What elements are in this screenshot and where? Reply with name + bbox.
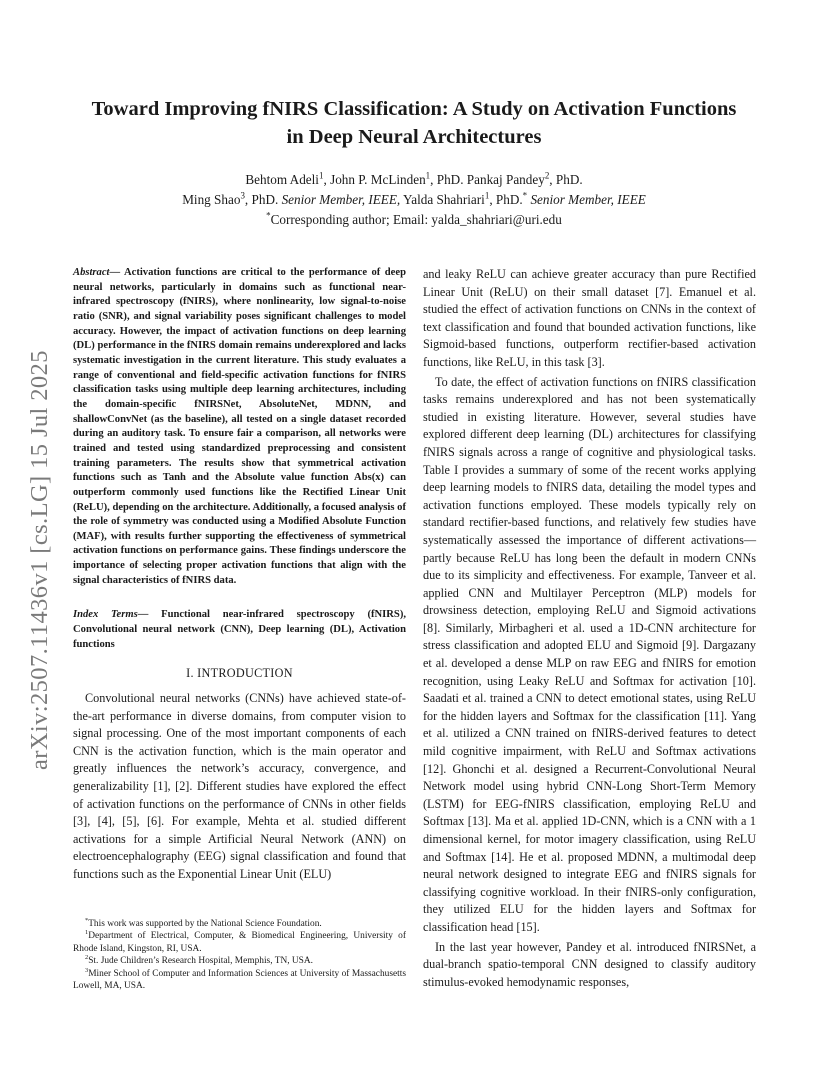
footnote: $^2$St. Jude Children’s Research Hospital, Memphis, TN, USA. bbox=[85, 954, 313, 967]
body-paragraph: Convolutional neural networks (CNNs) have achieved state-of-the-art performance in diverse domains, from computer vision to signal processing. One of the most important components of each CNN is the activation function, which is the main operator and greatly influences the network’s accuracy, convergence, and generalizability [1], [2]. Different studies have explored the effect of activation functions on the performance of CNNs in other fields [3], [4], [5], [6]. For example, Mehta et al. studied different activations for a simple Artificial Neural Network (ANN) on electroencephalography (EEG) signal classification and found that functions such as the Exponential Linear Unit (ELU) bbox=[73, 691, 406, 881]
corresponding-mark: * bbox=[522, 190, 528, 201]
author-role: Senior Member, IEEE, bbox=[281, 192, 401, 207]
left-column bbox=[73, 266, 406, 884]
section-heading: I. INTRODUCTION bbox=[186, 666, 293, 681]
abstract-text: Activation functions are critical to the performance of deep neural networks, particularly in domains such as functional near-infrared spectroscopy (fNIRS), where nonlinearity, low signal-to-noise ratio (SNR), and signal variability poses significant challenges to model accuracy. However, the impact of activation functions on deep learning (DL) performance in the fNIRS domain remains underexplored and lacks systematic investigation in the current literature. This study evaluates a range of conventional and field-specific activation functions for fNIRS classification tasks using multiple deep learning architectures, including the domain-specific fNIRSNet, AbsoluteNet, MDNN, and shallowConvNet (as the baseline), all tested on a single dataset recorded during an auditory task. To ensure fair a comparison, all networks were trained and tested using standardized preprocessing and consistent training parameters. The results show that symmetrical activation functions such as Tanh and the Absolute value function Abs(x) can outperform commonly used functions like the Rectified Linear Unit (ReLU), depending on the architecture. Additionally, a focused analysis of the role of symmetry was conducted using a Modified Absolute Function (MAF), with results further supporting the effectiveness of symmetrical activation functions on performance gains. These findings underscore the importance of selecting proper activation functions that align with the signal characteristics of fNIRS data. bbox=[73, 267, 406, 586]
affiliation-mark: 1 bbox=[484, 190, 490, 201]
affiliation-mark: 2 bbox=[544, 170, 550, 181]
footnotes bbox=[73, 918, 406, 992]
index-terms-text: Functional near-infrared spectroscopy (fNIRS), Convolutional neural network (CNN), Deep learning (DL), Activation functions bbox=[73, 609, 406, 650]
author-role: Senior Member, IEEE bbox=[527, 192, 646, 207]
author-degree: , PhD. bbox=[489, 192, 523, 207]
affiliation-mark: 1 bbox=[318, 170, 324, 181]
right-column bbox=[423, 266, 756, 991]
index-terms: Index Terms— Functional near-infrared spectroscopy (fNIRS), Convolutional neural network (CNN), Deep learning (DL), Activation functions bbox=[73, 609, 406, 650]
body-paragraph: In the last year however, Pandey et al. introduced fNIRSNet, a dual-branch spatio-temporal CNN designed to classify auditory stimulus-evoked hemodynamic responses, bbox=[423, 939, 756, 989]
author-name: John P. McLinden bbox=[330, 172, 426, 187]
author-name: Yalda Shahriari bbox=[400, 192, 485, 207]
author-name: Behtom Adeli bbox=[245, 172, 319, 187]
index-terms-lead: Index Terms bbox=[73, 609, 138, 621]
author-degree: , PhD. bbox=[244, 192, 282, 207]
footnote: $^1$Department of Electrical, Computer, & Biomedical Engineering, University of Rhode Island, Kingston, RI, USA. bbox=[73, 929, 406, 954]
footnote: $^3$Miner School of Computer and Information Sciences at University of Massachusetts Lowell, MA, USA. bbox=[73, 966, 406, 992]
author-block bbox=[90, 170, 738, 230]
author-degree: PhD. bbox=[555, 172, 583, 187]
body-paragraph: To date, the effect of activation functions on fNIRS classification tasks remains underexplored and has not been systematically studied in existing literature. However, several studies have explored different deep learning (DL) architectures for classifying fNIRS signals across a range of cognitive and physiological tasks. Table I provides a summary of some of the recent works applying deep learning models to fNIRS data, detailing the model types and activation functions employed. These models typically rely on standard rectifier-based functions, and relatively few studies have systematically assessed the importance of different activations— partly because ReLU has long been the default in modern CNNs due to its simplicity and effectiveness. For example, Tanveer et al. applied CNN and Multilayer Perceptron (MLP) models for drowsiness detection, employing ReLU and Sigmoid activations [8]. Similarly, Mirbagheri et al. used a 1D-CNN architecture for stress classification and adopted ELU and Sigmoid [9]. Dargazany et al. developed a dense MLP on raw EEG and fNIRS for emotion recognition, using Leaky ReLU and Softmax for activation [10]. Saadati et al. trained a CNN to detect emotional states, using ReLU for the hidden layers and Softmax for the classification [11]. Yang et al. utilized a CNN trained on fNIRS-derived features to detect mild cognitive impairment, with ReLU and Softmax activations [12]. Ghonchi et al. designed a Recurrent-Convolutional Neural Network model using hybrid CNN-Long Short-Term Memory (LSTM) for EEG-fNIRS classification, employing ReLU and Softmax [13]. Ma et al. applied 1D-CNN, which is a CNN with a 1 dimensional kernel, for motor imagery classification, using ReLU and Softmax [14]. He et al. proposed MDNN, a multimodal deep neural network designed to integrate EEG and fNIRS signals for classifying cognitive workload. In their fNIRS-only configuration, they utilized ELU for the hidden layers and Softmax for classification head [15]. bbox=[423, 374, 756, 934]
abstract-lead: Abstract bbox=[73, 267, 110, 278]
author-line-1: Behtom Adeli$^1$, John P. McLinden$^1$, PhD. Pankaj Pandey$^2$, PhD. bbox=[245, 170, 583, 187]
body-paragraph: and leaky ReLU can achieve greater accuracy than pure Rectified Linear Unit (ReLU) on their small dataset [7]. Emanuel et al. studied the effect of activation functions on CNNs in the context of text classification and found that bounded activation functions, like Sigmoid-based functions, outperform rectifier-based activation functions, like ReLU, in this task [3]. bbox=[423, 267, 756, 369]
author-name: Ming Shao bbox=[182, 192, 241, 207]
arxiv-identifier: arXiv:2507.11436v1 [cs.LG] 15 Jul 2025 bbox=[26, 350, 53, 770]
paper-title: Toward Improving fNIRS Classification: A Study on Activation Functions in Deep Neural Architectures bbox=[91, 98, 737, 148]
affiliation-mark: 3 bbox=[240, 190, 245, 201]
corresponding-author: *Corresponding author; Email: yalda_shahriari@uri.edu bbox=[266, 210, 562, 227]
author-line-2 bbox=[90, 190, 738, 210]
abstract: Abstract— Activation functions are critical to the performance of deep neural networks, particularly in domains such as functional near-infrared spectroscopy (fNIRS), where nonlinearity, low signal-to-noise ratio (SNR), and signal variability poses significant challenges to model accuracy. However, the impact of activation functions on deep learning (DL) performance in the fNIRS domain remains underexplored and lacks systematic investigation in the current literature. This study evaluates a range of conventional and field-specific activation functions for fNIRS classification tasks using multiple deep learning architectures, including the domain-specific fNIRSNet, AbsoluteNet, MDNN, and shallowConvNet (as the baseline), all tested on a single dataset recorded during an auditory task. To ensure fair a comparison, all networks were trained and tested using standardized preprocessing and consistent training parameters. The results show that symmetrical activation functions such as Tanh and the Absolute value function Abs(x) can outperform commonly used functions like the Rectified Linear Unit (ReLU), depending on the architecture. Additionally, a focused analysis of the role of symmetry was conducted using a Modified Absolute Function (MAF), with results further supporting the effectiveness of symmetrical activation functions on performance gains. These findings underscore the importance of selecting proper activation functions that align with the signal characteristics of fNIRS data. bbox=[73, 267, 406, 586]
footnote: *This work was supported by the National Science Foundation. bbox=[85, 916, 322, 929]
author-name: PhD. Pankaj Pandey bbox=[436, 172, 545, 187]
affiliation-mark: 1 bbox=[425, 170, 431, 181]
